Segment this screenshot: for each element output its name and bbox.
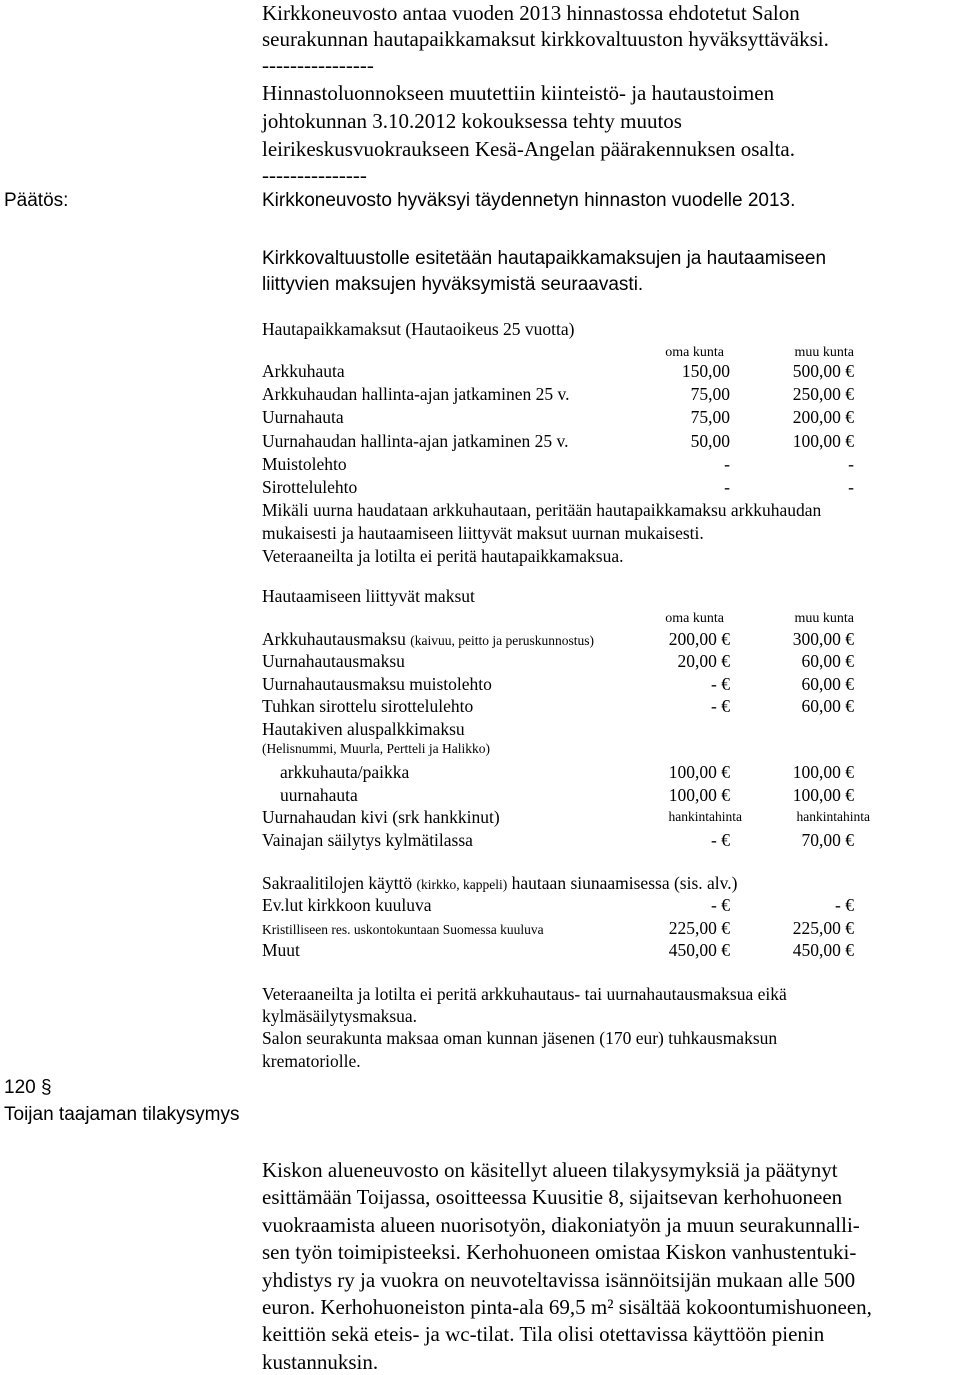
- row-oma: 100,00 €: [668, 784, 730, 805]
- row-oma: 450,00 €: [668, 940, 730, 960]
- intro-dashes-2: ---------------: [262, 163, 367, 187]
- burial-row-note: (kaivuu, peitto ja peruskunnostus): [410, 633, 594, 648]
- table-row: [262, 917, 862, 940]
- proposal-line-1: Kirkkovaltuustolle esitetään hautapaikkamaksujen ja hautaamiseen: [262, 248, 827, 269]
- urn-stone-row: [262, 806, 870, 829]
- row-oma: -: [724, 453, 730, 474]
- intro-line-2: seurakunnan hautapaikkamaksut kirkkovaltuuston hyväksyttäväksi.: [262, 27, 829, 51]
- table-row: [262, 360, 862, 383]
- table-row: [262, 939, 862, 962]
- grave-note-3: Veteraaneilta ja lotilta ei peritä hautapaikkamaksua.: [262, 546, 624, 566]
- grave-note-1: Mikäli uurna haudataan arkkuhautaan, peritään hautapaikkamaksu arkkuhaudan: [262, 500, 822, 520]
- row-label: Arkkuhauta: [262, 361, 345, 381]
- row-label: Uurnahaudan hallinta-ajan jatkaminen 25 v.: [262, 430, 569, 451]
- intro-line-3: Hinnastoluonnokseen muutettiin kiinteistö- ja hautaustoimen: [262, 81, 775, 105]
- decision-text: Kirkkoneuvosto hyväksyi täydennetyn hinnaston vuodelle 2013.: [262, 190, 796, 211]
- row-muu: -: [848, 453, 854, 474]
- section-body-line: vuokraamista alueen nuorisotyön, diakoniatyön ja muun seurakunnalli-: [262, 1212, 860, 1237]
- section-number: 120 §: [4, 1077, 52, 1098]
- row-label: Muistolehto: [262, 453, 347, 474]
- row-oma: -: [724, 477, 730, 497]
- row-oma: - €: [711, 696, 730, 716]
- closing-line-3: Salon seurakunta maksaa oman kunnan jäsenen (170 eur) tuhkausmaksun: [262, 1028, 778, 1048]
- table-row: [262, 430, 862, 453]
- table-row: [262, 650, 862, 673]
- row-muu: 100,00 €: [792, 762, 854, 782]
- sacral-title: [262, 872, 737, 896]
- table-row: [262, 761, 862, 784]
- intro-dashes-1: ----------------: [262, 53, 374, 77]
- col-header-oma: oma kunta: [665, 345, 724, 360]
- grave-note-2: mukaisesti ja hautaamiseen liittyvät maksut uurnan mukaisesti.: [262, 523, 704, 543]
- table-row: [262, 673, 862, 696]
- section-title: Toijan taajaman tilakysymys: [4, 1104, 240, 1125]
- row-oma: - €: [711, 895, 730, 915]
- row-muu: 60,00 €: [801, 651, 854, 671]
- row-label: Tuhkan sirottelu sirottelulehto: [262, 696, 474, 716]
- sacral-title-small: (kirkko, kappeli): [416, 877, 508, 892]
- table-row: [262, 476, 862, 499]
- closing-line-1: Veteraaneilta ja lotilta ei peritä arkkuhautaus- tai uurnahautausmaksua eikä: [262, 984, 787, 1004]
- storage-row: [262, 829, 862, 852]
- table-row: [262, 383, 862, 406]
- row-muu: 250,00 €: [792, 384, 854, 405]
- col-header-oma: oma kunta: [665, 611, 724, 626]
- row-muu: 100,00 €: [792, 784, 854, 805]
- row-muu: 225,00 €: [792, 917, 854, 938]
- row-muu: - €: [835, 895, 854, 915]
- row-oma: 75,00: [690, 407, 730, 428]
- storage-label: Vainajan säilytys kylmätilassa: [262, 830, 473, 850]
- table-row: [262, 453, 862, 476]
- section-body-line: keittiön sekä eteis- ja wc-tilat. Tila olisi otettavissa käyttöön pienin: [262, 1322, 825, 1347]
- row-label: Uurnahautausmaksu muistolehto: [262, 673, 492, 694]
- sacral-title-a: Sakraalitilojen käyttö: [262, 873, 413, 893]
- row-label: Sirottelulehto: [262, 477, 358, 497]
- row-oma: 50,00: [690, 430, 730, 451]
- row-muu: 200,00 €: [792, 407, 854, 428]
- storage-muu: 70,00 €: [801, 830, 854, 850]
- table-row: [262, 784, 862, 807]
- row-oma: - €: [711, 673, 730, 694]
- col-header-muu: muu kunta: [794, 611, 854, 626]
- row-muu: 450,00 €: [792, 940, 854, 960]
- urn-stone-oma: hankintahinta: [668, 809, 742, 824]
- row-muu: 500,00 €: [792, 361, 854, 381]
- decision-label: Päätös:: [4, 190, 69, 211]
- sacral-title-b: hautaan siunaamisessa (sis. alv.): [511, 873, 738, 893]
- row-oma: 75,00: [690, 384, 730, 405]
- stone-sub: (Helisnummi, Muurla, Pertteli ja Halikko): [262, 741, 490, 756]
- burial-row-label: Arkkuhautausmaksu: [262, 629, 406, 649]
- row-label: Kristilliseen res. uskontokuntaan Suomessa kuuluva: [262, 921, 544, 937]
- row-label: Uurnahautausmaksu: [262, 651, 405, 671]
- table-row: [262, 406, 862, 429]
- row-oma: 150,00: [681, 361, 730, 381]
- storage-oma: - €: [711, 830, 730, 850]
- row-label: arkkuhauta/paikka: [280, 762, 410, 782]
- section-body-line: esittämään Toijassa, osoitteessa Kuusitie 8, sijaitsevan kerhohuoneen: [262, 1185, 843, 1210]
- burial-row-oma: 200,00 €: [668, 629, 730, 649]
- row-muu: 60,00 €: [801, 696, 854, 716]
- row-muu: -: [848, 477, 854, 497]
- row-oma: 225,00 €: [668, 917, 730, 938]
- row-oma: 100,00 €: [668, 762, 730, 782]
- grave-fees-title: Hautapaikkamaksut (Hautaoikeus 25 vuotta): [262, 319, 575, 339]
- closing-line-2: kylmäsäilytysmaksua.: [262, 1006, 418, 1026]
- table-row: [262, 894, 862, 917]
- row-label: Uurnahauta: [262, 407, 344, 428]
- section-body-line: euron. Kerhohuoneiston pinta-ala 69,5 m² sisältää kokoontumishuoneen,: [262, 1295, 872, 1319]
- section-body-line: kustannuksin.: [262, 1349, 379, 1374]
- table-row: [262, 695, 862, 718]
- burial-fees-title: Hautaamiseen liittyvät maksut: [262, 586, 475, 606]
- section-body-line: sen työn toimipisteeksi. Kerhohuoneen omistaa Kiskon vanhustentuki-: [262, 1240, 857, 1265]
- closing-line-4: krematoriolle.: [262, 1051, 361, 1071]
- row-oma: 20,00 €: [677, 651, 730, 671]
- burial-row-muu: 300,00 €: [792, 629, 854, 649]
- row-muu: 100,00 €: [792, 430, 854, 451]
- urn-stone-label: Uurnahaudan kivi (srk hankkinut): [262, 807, 500, 827]
- intro-line-5: leirikeskusvuokraukseen Kesä-Angelan päärakennuksen osalta.: [262, 137, 795, 161]
- col-header-muu: muu kunta: [794, 345, 854, 360]
- row-label: Ev.lut kirkkoon kuuluva: [262, 895, 432, 915]
- urn-stone-muu: hankintahinta: [796, 809, 870, 824]
- section-body-line: Kiskon alueneuvosto on käsitellyt alueen tilakysymyksiä ja päätynyt: [262, 1158, 838, 1182]
- row-muu: 60,00 €: [801, 673, 854, 694]
- intro-line-4: johtokunnan 3.10.2012 kokouksessa tehty muutos: [262, 109, 682, 133]
- section-body-line: yhdistys ry ja vuokra on neuvoteltavissa isännöitsijän mukaan alle 500: [262, 1267, 856, 1292]
- proposal-line-2: liittyvien maksujen hyväksymistä seuraavasti.: [262, 274, 644, 295]
- row-label: uurnahauta: [280, 784, 358, 805]
- stone-label: Hautakiven aluspalkkimaksu: [262, 719, 465, 739]
- intro-line-1: Kirkkoneuvosto antaa vuoden 2013 hinnastossa ehdotetut Salon: [262, 1, 800, 25]
- row-label: Muut: [262, 940, 300, 960]
- row-label: Arkkuhaudan hallinta-ajan jatkaminen 25 v.: [262, 384, 570, 405]
- burial-row-coffin: [262, 628, 862, 651]
